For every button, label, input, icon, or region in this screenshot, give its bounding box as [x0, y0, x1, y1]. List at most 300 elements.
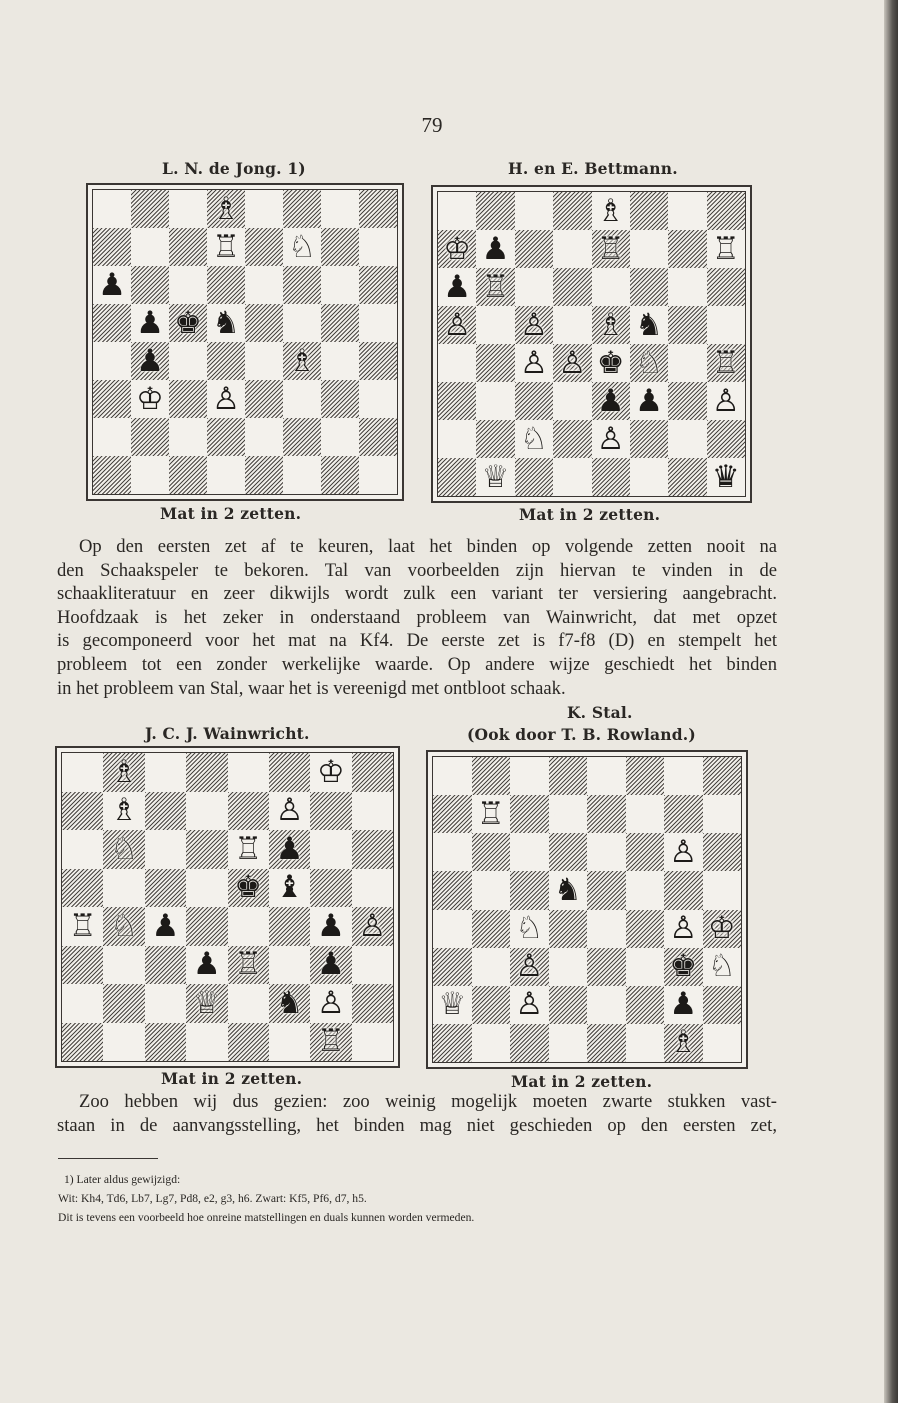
board-square [587, 795, 626, 833]
board-square [549, 833, 588, 871]
white-bishop-icon: ♗ [596, 306, 625, 343]
board-square [269, 792, 310, 831]
board-square [93, 266, 131, 304]
white-bishop-icon: ♗ [110, 792, 138, 829]
board-square [283, 342, 321, 380]
board-square [626, 871, 665, 909]
board-square [476, 458, 514, 496]
white-knight-icon: ♘ [110, 830, 138, 867]
board-square [630, 458, 668, 496]
board-square [228, 753, 269, 792]
board-square [549, 757, 588, 795]
white-rook-icon: ♖ [68, 907, 97, 944]
board-square [515, 230, 553, 268]
board-square [103, 984, 144, 1023]
board-square [245, 380, 283, 418]
board-square [664, 910, 703, 948]
board-square [703, 948, 742, 986]
board-square [321, 418, 359, 456]
black-pawn-icon: ♟ [596, 382, 625, 419]
board-square [668, 420, 706, 458]
board-square [515, 344, 553, 382]
board-square [145, 984, 186, 1023]
board-square [245, 418, 283, 456]
board-square [476, 344, 514, 382]
paragraph-1-line: Hoofdzaak is het zeker in onderstaand probleem van Wainwricht, dat met opzet [57, 606, 777, 628]
paragraph-1-line: Op den eersten zet af te keuren, laat het binden op volgende zetten nooit na [79, 536, 777, 557]
board-square [131, 304, 169, 342]
board-square [549, 871, 588, 909]
board-square [207, 228, 245, 266]
black-king-icon: ♚ [174, 304, 202, 341]
white-pawn-icon: ♙ [669, 910, 698, 947]
board-square [186, 869, 227, 908]
board-square [703, 871, 742, 909]
board-square [630, 230, 668, 268]
problem-1-author: L. N. de Jong. 1) [162, 159, 306, 178]
board-square [245, 228, 283, 266]
board-square [476, 382, 514, 420]
problem-4-board [426, 750, 748, 1069]
board-square [438, 230, 476, 268]
board-square [321, 380, 359, 418]
board-square [169, 304, 207, 342]
white-bishop-icon: ♗ [212, 190, 240, 227]
board-square [352, 1023, 393, 1062]
footnote-rule [58, 1158, 158, 1159]
board-square [283, 228, 321, 266]
board-square [626, 833, 665, 871]
board-square [630, 192, 668, 230]
board-square [664, 871, 703, 909]
board-square [476, 230, 514, 268]
board-square [62, 830, 103, 869]
black-pawn-icon: ♟ [481, 230, 510, 267]
black-pawn-icon: ♟ [669, 986, 698, 1023]
board-square [145, 869, 186, 908]
board-square [668, 268, 706, 306]
problem-1-board [86, 183, 404, 501]
board-square [228, 792, 269, 831]
white-knight-icon: ♘ [707, 948, 736, 985]
board-square [510, 1024, 549, 1062]
board-square [592, 344, 630, 382]
board-square [169, 266, 207, 304]
white-pawn-icon: ♙ [515, 948, 544, 985]
board-square [592, 306, 630, 344]
white-bishop-icon: ♗ [669, 1024, 698, 1061]
board-square [186, 946, 227, 985]
board-square [664, 833, 703, 871]
board-square [310, 1023, 351, 1062]
board-square [310, 869, 351, 908]
board-square [186, 830, 227, 869]
board-square [592, 230, 630, 268]
board-square [145, 907, 186, 946]
board-square [283, 380, 321, 418]
paragraph-1-line: schaakliteratuur en zeer dikwijls wordt zulk een variant ter versiering aangebracht. [57, 583, 777, 605]
board-square [359, 190, 397, 228]
black-knight-icon: ♞ [553, 871, 582, 908]
board-square [587, 833, 626, 871]
board-square [62, 1023, 103, 1062]
board-square [359, 266, 397, 304]
board-square [626, 948, 665, 986]
board-square [515, 420, 553, 458]
board-square [93, 228, 131, 266]
board-square [131, 228, 169, 266]
board-square [169, 190, 207, 228]
board-square [707, 192, 745, 230]
footnote-line: Dit is tevens een voorbeeld hoe onreine matstellingen en duals kunnen worden vermeden. [58, 1211, 475, 1224]
board-square [359, 342, 397, 380]
white-bishop-icon: ♗ [110, 753, 138, 790]
board-square [587, 910, 626, 948]
board-square [707, 268, 745, 306]
board-square [630, 306, 668, 344]
board-square [321, 228, 359, 266]
paragraph-1 [57, 535, 777, 700]
white-pawn-icon: ♙ [358, 907, 387, 944]
white-pawn-icon: ♙ [275, 792, 304, 829]
board-square [283, 304, 321, 342]
board-square [668, 458, 706, 496]
board-square [472, 795, 511, 833]
board-square [707, 344, 745, 382]
board-square [587, 948, 626, 986]
page-number: 79 [421, 113, 443, 137]
board-square [438, 192, 476, 230]
board-square [145, 753, 186, 792]
problem-4-caption: Mat in 2 zetten. [511, 1072, 653, 1091]
board-square [510, 795, 549, 833]
board-square [62, 792, 103, 831]
black-pawn-icon: ♟ [136, 304, 164, 341]
white-queen-icon: ♕ [481, 458, 510, 495]
board-square [269, 830, 310, 869]
board-square [103, 1023, 144, 1062]
board-square [476, 420, 514, 458]
paragraph-1-line: is gecomponeerd voor het mat na Kf4. De eerste zet is f7-f8 (D) en stempelt het [57, 630, 777, 652]
board-square [145, 792, 186, 831]
board-square [352, 984, 393, 1023]
board-square [228, 1023, 269, 1062]
board-square [228, 984, 269, 1023]
board-square [145, 830, 186, 869]
board-square [438, 420, 476, 458]
board-square [707, 420, 745, 458]
board-square [359, 456, 397, 494]
black-king-icon: ♚ [234, 869, 263, 906]
board-square [549, 986, 588, 1024]
black-pawn-icon: ♟ [317, 907, 345, 944]
white-king-icon: ♔ [707, 910, 736, 947]
board-square [626, 910, 665, 948]
board-square [283, 456, 321, 494]
board-square [707, 306, 745, 344]
board-square [626, 795, 665, 833]
board-square [587, 1024, 626, 1062]
board-square [93, 342, 131, 380]
board-square [472, 833, 511, 871]
board-square [433, 871, 472, 909]
board-square [62, 869, 103, 908]
board-square [592, 192, 630, 230]
board-square [131, 190, 169, 228]
white-knight-icon: ♘ [515, 910, 544, 947]
problem-2-caption: Mat in 2 zetten. [519, 505, 661, 524]
board-square [587, 871, 626, 909]
board-square [549, 1024, 588, 1062]
board-square [664, 795, 703, 833]
black-pawn-icon: ♟ [151, 907, 180, 944]
black-pawn-icon: ♟ [136, 342, 164, 379]
board-square [703, 795, 742, 833]
white-knight-icon: ♘ [110, 907, 138, 944]
board-square [433, 948, 472, 986]
black-knight-icon: ♞ [275, 984, 304, 1021]
board-square [321, 456, 359, 494]
board-square [472, 910, 511, 948]
board-square [433, 795, 472, 833]
board-square [269, 753, 310, 792]
board-square [62, 907, 103, 946]
board-square [433, 986, 472, 1024]
board-square [321, 190, 359, 228]
problem-3-author: J. C. J. Wainwricht. [145, 724, 310, 743]
white-pawn-icon: ♙ [669, 833, 698, 870]
black-king-icon: ♚ [669, 948, 698, 985]
white-rook-icon: ♖ [711, 344, 740, 381]
board-square [207, 342, 245, 380]
board-square [668, 344, 706, 382]
board-square [668, 230, 706, 268]
black-pawn-icon: ♟ [98, 266, 126, 303]
board-square [510, 986, 549, 1024]
white-pawn-icon: ♙ [596, 420, 625, 457]
board-square [228, 907, 269, 946]
board-square [549, 910, 588, 948]
board-square [321, 304, 359, 342]
footnote-line: 1) Later aldus gewijzigd: [64, 1173, 181, 1186]
board-square [553, 344, 591, 382]
board-square [707, 230, 745, 268]
board-square [131, 418, 169, 456]
paragraph-2 [57, 1090, 777, 1137]
board-square [626, 986, 665, 1024]
board-square [283, 190, 321, 228]
problem-2-author: H. en E. Bettmann. [508, 159, 678, 178]
footnote-line: Wit: Kh4, Td6, Lb7, Lg7, Pd8, e2, g3, h6. Zwart: Kf5, Pf6, d7, h5. [58, 1192, 367, 1205]
board-square [630, 382, 668, 420]
white-king-icon: ♔ [317, 753, 345, 790]
white-pawn-icon: ♙ [520, 306, 548, 343]
board-square [352, 830, 393, 869]
board-square [245, 304, 283, 342]
board-square [703, 910, 742, 948]
white-pawn-icon: ♙ [317, 984, 345, 1021]
problem-3-caption: Mat in 2 zetten. [161, 1069, 303, 1088]
board-square [707, 458, 745, 496]
board-square [664, 1024, 703, 1062]
board-square [103, 946, 144, 985]
board-square [93, 418, 131, 456]
board-square [703, 833, 742, 871]
white-pawn-icon: ♙ [711, 382, 740, 419]
board-square [103, 830, 144, 869]
board-square [472, 948, 511, 986]
board-square [93, 456, 131, 494]
board-square [587, 986, 626, 1024]
white-rook-icon: ♖ [481, 268, 510, 305]
board-square [553, 230, 591, 268]
board-square [245, 342, 283, 380]
board-square [515, 268, 553, 306]
paragraph-1-line: probleem tot een zonder werkelijke waarde. Op andere wijze geschiedt het binden [57, 653, 777, 675]
board-square [510, 833, 549, 871]
board-square [359, 228, 397, 266]
footnote [58, 1170, 798, 1227]
white-pawn-icon: ♙ [558, 344, 587, 381]
white-bishop-icon: ♗ [596, 192, 625, 229]
white-knight-icon: ♘ [635, 344, 663, 381]
board-square [93, 380, 131, 418]
board-square [352, 792, 393, 831]
board-square [630, 344, 668, 382]
white-rook-icon: ♖ [596, 230, 625, 267]
black-pawn-icon: ♟ [275, 830, 304, 867]
board-square [169, 228, 207, 266]
black-knight-icon: ♞ [635, 306, 663, 343]
board-square [510, 871, 549, 909]
problem-2-board [431, 185, 752, 503]
board-square [433, 757, 472, 795]
board-square [186, 907, 227, 946]
board-square [103, 907, 144, 946]
board-square [245, 456, 283, 494]
white-rook-icon: ♖ [234, 946, 263, 983]
black-bishop-icon: ♝ [275, 869, 304, 906]
black-queen-icon: ♛ [711, 458, 740, 495]
board-square [103, 753, 144, 792]
board-square [186, 753, 227, 792]
black-pawn-icon: ♟ [635, 382, 663, 419]
white-knight-icon: ♘ [288, 228, 316, 265]
white-king-icon: ♔ [443, 230, 472, 267]
board-square [207, 190, 245, 228]
board-square [131, 456, 169, 494]
board-square [228, 830, 269, 869]
board-square [553, 458, 591, 496]
board-square [93, 190, 131, 228]
board-square [664, 986, 703, 1024]
paragraph-1-line: den Schaakspeler te bekoren. Tal van voorbeelden zijn hiervan te vinden in de [57, 559, 777, 581]
board-square [207, 304, 245, 342]
board-square [186, 792, 227, 831]
board-square [283, 266, 321, 304]
board-square [438, 458, 476, 496]
board-square [668, 192, 706, 230]
board-square [352, 753, 393, 792]
board-square [269, 984, 310, 1023]
white-pawn-icon: ♙ [443, 306, 472, 343]
board-square [145, 946, 186, 985]
white-knight-icon: ♘ [520, 420, 548, 457]
board-square [321, 342, 359, 380]
white-rook-icon: ♖ [212, 228, 240, 265]
board-square [359, 304, 397, 342]
board-square [283, 418, 321, 456]
problem-4-subtitle: (Ook door T. B. Rowland.) [467, 725, 696, 744]
board-square [472, 757, 511, 795]
white-pawn-icon: ♙ [212, 380, 240, 417]
board-square [553, 382, 591, 420]
board-square [664, 948, 703, 986]
white-rook-icon: ♖ [711, 230, 740, 267]
board-square [245, 266, 283, 304]
white-bishop-icon: ♗ [288, 342, 316, 379]
problem-3-board [55, 746, 400, 1068]
white-king-icon: ♔ [136, 380, 164, 417]
board-square [228, 869, 269, 908]
board-square [169, 342, 207, 380]
white-pawn-icon: ♙ [520, 344, 548, 381]
board-square [352, 946, 393, 985]
board-square [359, 418, 397, 456]
board-square [472, 1024, 511, 1062]
paragraph-1-line: in het probleem van Stal, waar het is vereenigd met ontbloot schaak. [57, 677, 566, 699]
board-square [438, 382, 476, 420]
board-square [269, 946, 310, 985]
board-square [186, 984, 227, 1023]
board-square [592, 458, 630, 496]
board-square [626, 757, 665, 795]
board-square [553, 420, 591, 458]
board-square [587, 757, 626, 795]
board-square [703, 986, 742, 1024]
problem-1-caption: Mat in 2 zetten. [160, 504, 302, 523]
board-square [515, 192, 553, 230]
paragraph-2-line: staan in de aanvangsstelling, het binden mag niet geschieden op den eersten zet, [57, 1114, 777, 1136]
board-square [553, 306, 591, 344]
board-square [510, 757, 549, 795]
board-square [269, 1023, 310, 1062]
board-square [438, 306, 476, 344]
board-square [131, 380, 169, 418]
black-pawn-icon: ♟ [317, 946, 345, 983]
white-rook-icon: ♖ [476, 795, 505, 832]
black-pawn-icon: ♟ [443, 268, 472, 305]
white-rook-icon: ♖ [317, 1023, 345, 1060]
board-square [310, 792, 351, 831]
board-square [310, 753, 351, 792]
board-square [510, 948, 549, 986]
board-square [207, 456, 245, 494]
board-square [703, 757, 742, 795]
board-square [131, 342, 169, 380]
page-edge [884, 0, 898, 1403]
board-square [472, 871, 511, 909]
board-square [549, 795, 588, 833]
board-square [62, 984, 103, 1023]
board-square [515, 458, 553, 496]
board-square [668, 382, 706, 420]
board-square [352, 907, 393, 946]
board-square [169, 380, 207, 418]
board-square [549, 948, 588, 986]
board-square [207, 266, 245, 304]
black-knight-icon: ♞ [212, 304, 240, 341]
